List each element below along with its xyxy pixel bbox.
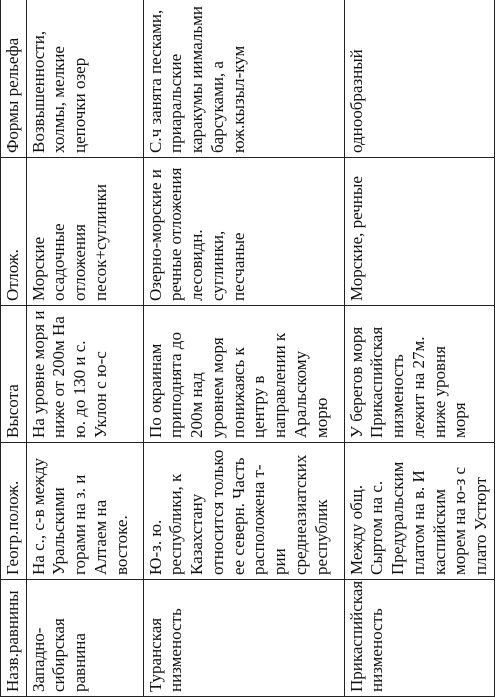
cell-deposits: Озерно-морские и речные отложения лесовидн. суглинки, песчаные [143,158,344,306]
header-name: Назв.равнины [1,580,27,697]
table-header [1,0,27,697]
cell-deposits: Морские, речные [344,158,494,306]
cell-relief: С.ч занята песками, приаральские каракумы иимальми барсуками, а юж.кызыл-кум [143,0,344,158]
header-position: Геогр.полож. [1,443,27,580]
cell-name: Туранская низменость [143,580,344,697]
cell-position: Ю-з. ю. республики, к Казахстану относится только ее северн. Часть расположена т-рии среднеазиатских республик [143,443,344,580]
cell-height: У берегов моря Прикаспийская низменость лежит на 27м. ниже уровня моря [344,306,494,443]
cell-height: По окраинам приподнята до 200м над уровнем моря понижаясь к центру в направлении к Аральскому морю [143,306,344,443]
header-deposits: Отлож. [1,158,27,306]
table-row [143,0,344,697]
cell-name: Прикаспийская низменость [344,580,494,697]
header-relief: Формы рельефа [1,0,27,158]
cell-position: На с., с-в между Уральскими горами на з. и Алтаем на востоке. [26,443,143,580]
header-height: Высота [1,306,27,443]
cell-position: Между общ. Сыртом на с. Предуральским платом на в. И каспийским морем на ю-з с плато Устюрт [344,443,494,580]
cell-name: Западно-сибирская равнина [26,580,143,697]
table-row [344,0,494,697]
cell-height: На уровне моря и ниже от 200м На ю. до 130 и с. Уклон с ю-с [26,306,143,443]
cell-relief: однообразный [344,0,494,158]
cell-relief: Возвышенности, холмы, мелкие цепочки озер [26,0,143,158]
cell-deposits: Морские осадочные отложения песок+суглинки [26,158,143,306]
table-row [26,0,143,697]
